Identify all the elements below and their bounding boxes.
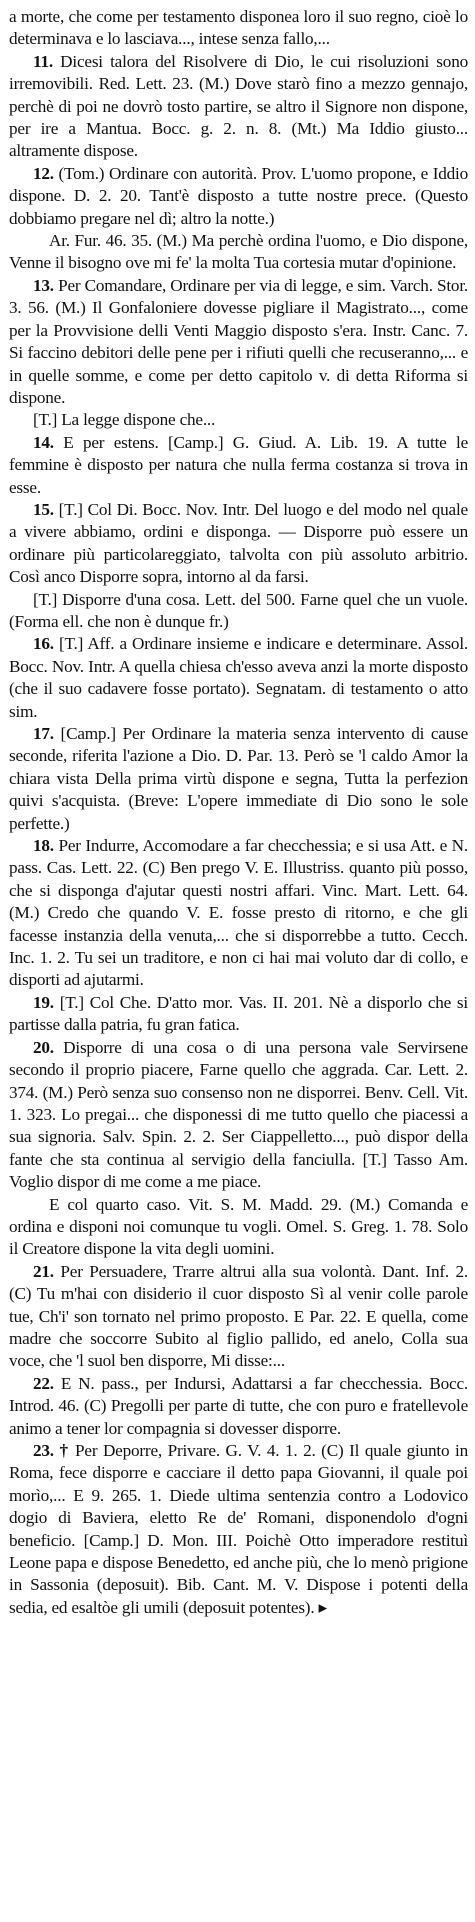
dictionary-entry-19 [9,992,468,1037]
entry-text: Per Comandare, Ordinare per via di legge, e sim. Varch. Stor. 3. 56. (M.) Il Gonfaloniere dovesse pigliare il Magistrato..., come per la Provvisione delli Venti Maggio disposto s'era. Instr. Canc. 7. Si faccino debitori delle pene per i rifiuti quelli che recuseranno,... e in quelle somme, e come per detto capitolo v. di detta Riforma si dispone. [9,275,468,407]
dictionary-entry-18 [9,835,468,992]
entry-text: (Tom.) Ordinare con autorità. Prov. L'uomo propone, e Iddio dispone. D. 2. 20. Tant'è disposto a tutte nostre prece. (Questo dobbiamo pregare nel dì; altro la notte.) [9,163,468,228]
entry-number: 16. [33,634,54,654]
entry-continuation: a morte, che come per testamento disponea loro il suo regno, cioè lo determinava e lo lasciava..., intese senza fallo,... [9,7,468,49]
entry-text: Disporre di una cosa o di una persona vale Servirsene secondo il proprio piacere, Farne quello che aggrada. Car. Lett. 2. 374. (M.) Però senza suo consenso non ne disporrei. Benv. Cell. Vit. 1. 323. Lo pregai... che disponessi di me tutto quello che piacessi a sua signoria. Salv. Spin. 2. 2. Ser Ciappelletto..., può dispor della fante che sta continua al servigio della fanciulla. [T.] Tasso Am. Voglio dispor di me come a me piace. [9,1037,468,1192]
dictionary-entry-20 [9,1037,468,1194]
entry-number: 17. [33,724,54,743]
entry-text: [T.] Col Che. D'atto mor. Vas. II. 201. Nè a disporlo che si partisse dalla patria, fu gran fatica. [9,992,468,1035]
entry-text: Per Deporre, Privare. G. V. 4. 1. 2. (C) Il quale giunto in Roma, fece disporre e cacciare il detto papa Giovanni, il quale poi morìo,... E 9. 265. 1. Diede ultima sentenzia contro a Lodovico dogio di Baviera, eletto Re de' Romani, disponendolo d'ogni beneficio. [Camp.] D. Mon. III. Poichè Otto imperadore restituì Leone papa e dispose Benedetto, ed anche più, che lo menò prigione in Sassonia (deposuit). Bib. Cant. M. V. Dispose i potenti della sedia, ed esaltòe gli umili (deposuit potentes). ▸ [9,1441,468,1617]
entry-number: 15. [33,499,54,519]
dictionary-entry-12 [9,163,468,230]
entry-number: 23. † [33,1441,70,1460]
entry-number: 14. [33,432,54,452]
entry-number: 12. [33,163,54,183]
entry-number: 11. [33,51,53,71]
entry-number: 20. [33,1037,54,1057]
entry-text: E per estens. [Camp.] G. Giud. A. Lib. 19. A tutte le femmine è disposto per natura che nulla ferma costanza si trova in esse. [9,432,469,497]
entry-text: [Camp.] Per Ordinare la materia senza intervento di cause seconde, riferita l'azione a Dio. D. Par. 13. Però se 'l caldo Amor la chiara vista Della prima virtù dispone e segna, Tutta la perfezion quivi s'acquista. (Breve: L'opere immediate di Dio sono le sole perfette.) [9,724,468,833]
entry-text: Per Persuadere, Trarre altrui alla sua volontà. Dant. Inf. 2. (C) Tu m'hai con disiderio il cuor disposto Sì al venir colle parole tue, Ch'i' son tornato nel primo proposto. E Par. 22. E quella, come madre che soccorre Subito al figlio pallido, ed anelo, Colla sua voce, che 'l suol ben disporre, Mi disse:... [9,1261,468,1371]
dictionary-entry-11 [9,51,468,163]
entry-number: 13. [33,275,54,295]
dictionary-subentry: [T.] Disporre d'una cosa. Lett. del 500. Farne quel che un vuole. (Forma ell. che non è dunque fr.) [9,589,468,631]
entry-text: [T.] Aff. a Ordinare insieme e indicare e determinare. Assol. Bocc. Nov. Intr. A quella chiesa ch'esso aveva anzi la morte disposto (che il suo cadavere fosse portato). Segnatam. di testamento o atto sim. [9,634,468,721]
dictionary-subentry: [T.] La legge dispone che... [33,410,216,430]
entry-text: Dicesi talora del Risolvere di Dio, le cui risoluzioni sono irremovibili. Red. Lett. 23. (M.) Dove starò fino a mezzo gennajo, perchè di poi ne dovrò tosto partire, se altro il Signore non dispone, per ire a Mantua. Bocc. g. 2. n. 8. (Mt.) Ma Iddio giusto... altramente dispose. [9,51,468,161]
dictionary-entry-15 [9,499,468,589]
dictionary-entry-23 [9,1440,468,1619]
entry-number: 18. [33,836,54,856]
dictionary-subentry: E col quarto caso. Vit. S. M. Madd. 29. (M.) Comanda e ordina e disponi noi comunque tu vogli. Omel. S. Greg. 1. 78. Solo il Creatore dispone la vita degli uomini. [9,1194,468,1259]
entry-text: Per Indurre, Accomodare a far checchessia; e si usa Att. e N. pass. Cas. Lett. 22. (C) Ben prego V. E. Illustriss. quanto più posso, che si disponga d'ajutar questi nostri affari. Vinc. Mart. Lett. 64. (M.) Credo che quando V. E. fosse presto di ritorno, e che gli facesse instanzia della venuta,... che si disporrebbe a tutto. Cecch. Inc. 1. 2. Tu sei un traditore, e non ci hai mai voluto dar di collo, e disporti ad ajutarmi. [9,836,468,990]
entry-text: E N. pass., per Indursi, Adattarsi a far checchessia. Bocc. Introd. 46. (C) Pregolli per parte di tutte, che con puro e fratellevole animo a tener lor compagnia si dovesser disporre. [9,1373,468,1438]
entry-number: 19. [33,992,54,1012]
dictionary-subentry: Ar. Fur. 46. 35. (M.) Ma perchè ordina l'uomo, e Dio dispone, Venne il bisogno ove mi fe' la molta Tua cortesia mutar d'opinione. [9,231,468,273]
dictionary-entry-22 [9,1373,468,1440]
dictionary-entry-16 [9,633,468,723]
dictionary-entry-13 [9,275,468,409]
entry-number: 22. [33,1373,54,1393]
dictionary-entry-17 [9,723,468,835]
dictionary-entry-21 [9,1261,468,1373]
entry-text: [T.] Col Di. Bocc. Nov. Intr. Del luogo e del modo nel quale a vivere abbiamo, ordini e disponga. — Disporre può essere un ordinare più particolareggiato, talvolta con più assoluto arbitrio. Così anco Disporre sopra, intorno al da farsi. [9,499,468,587]
dictionary-entry-14 [9,432,468,499]
entry-number: 21. [33,1261,54,1281]
